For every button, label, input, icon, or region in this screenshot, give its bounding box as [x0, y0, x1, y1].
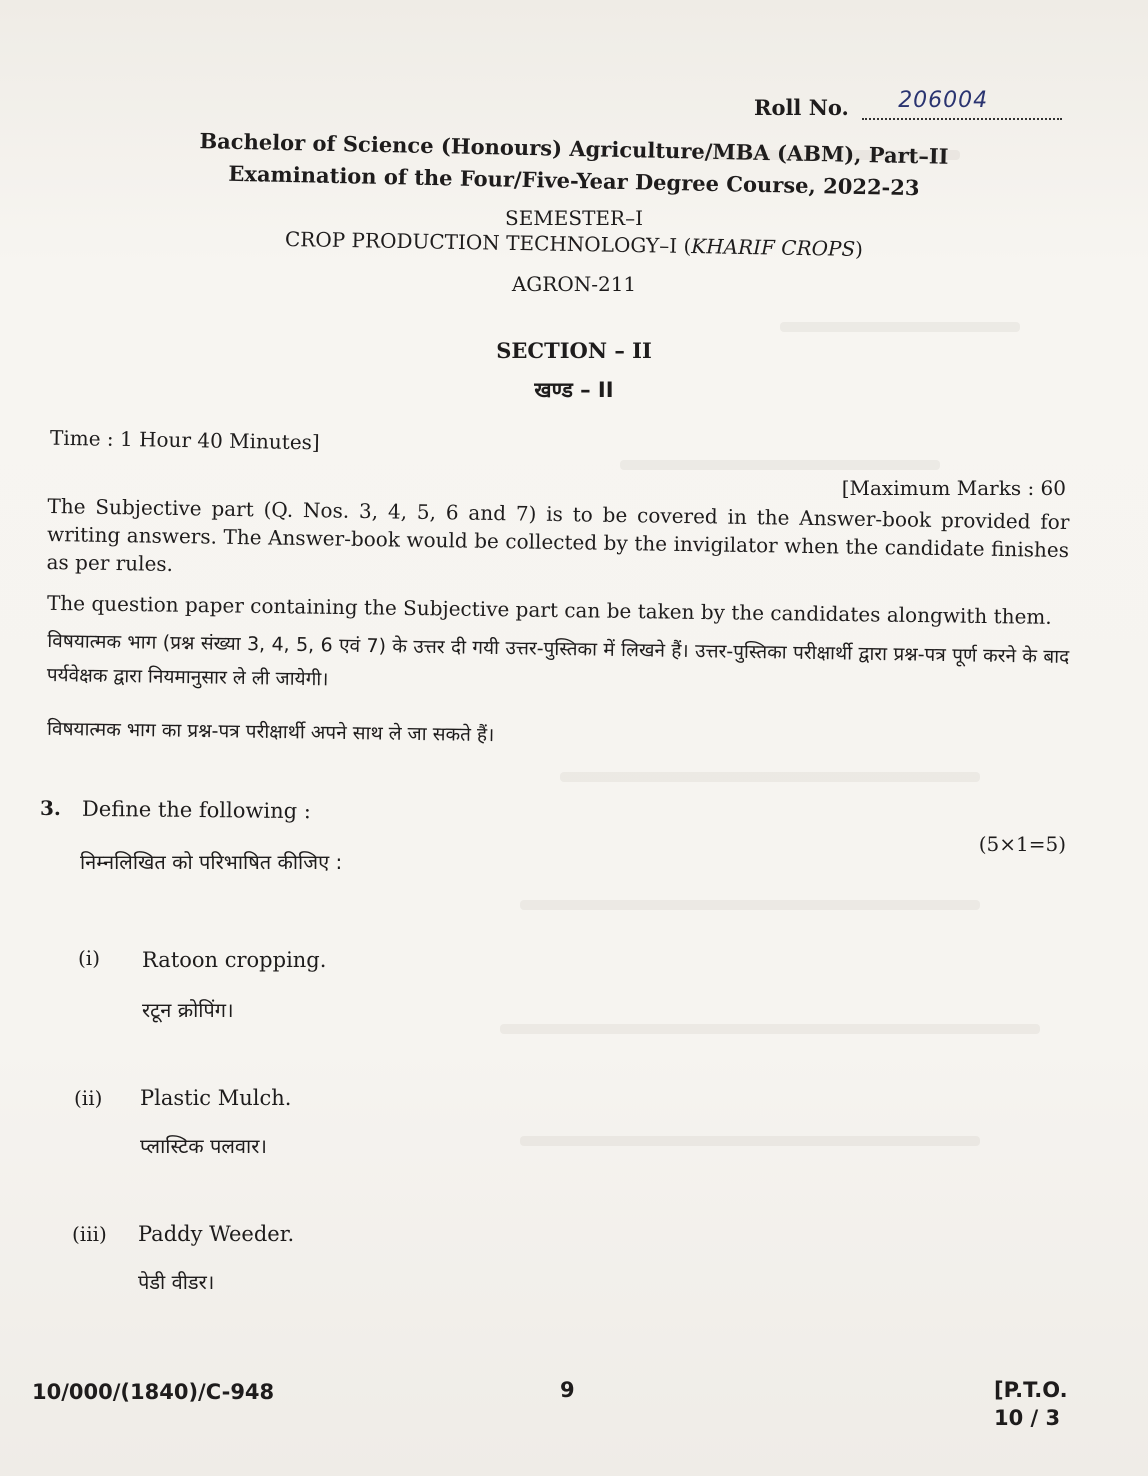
roll-value: 206004	[898, 88, 989, 113]
page-reference: 10 / 3	[994, 1406, 1061, 1430]
question-number: 3.	[40, 796, 61, 820]
question-text: Define the following :	[81, 796, 311, 824]
bleed-through-mark	[780, 322, 1020, 332]
degree-title: Bachelor of Science (Honours) Agriculture/MBA (ABM), Part–II	[199, 128, 949, 169]
roll-field	[862, 88, 1062, 120]
please-turn-over: [P.T.O.	[994, 1378, 1068, 1402]
bleed-through-mark	[520, 1136, 980, 1146]
exam-title: Examination of the Four/Five-Year Degree Course, 2022-23	[228, 160, 920, 201]
course-title: CROP PRODUCTION TECHNOLOGY–I (KHARIF CROPS)	[284, 226, 864, 262]
item-text-hindi: रटून क्रोपिंग।	[142, 998, 234, 1022]
paper-code: 10/000/(1840)/C-948	[32, 1380, 275, 1404]
question-marks: (5×1=5)	[978, 832, 1066, 856]
item-number: (iii)	[72, 1222, 107, 1246]
page-number: 9	[560, 1378, 575, 1402]
bleed-through-mark	[500, 1024, 1040, 1034]
instruction-en-1: The Subjective part (Q. Nos. 3, 4, 5, 6 and 7) is to be covered in the Answer-book provided for writing answers. The Answer-book would be collected by the invigilator when the candidate finishes as per rules.	[46, 493, 1070, 576]
bleed-through-mark	[520, 900, 980, 910]
roll-number	[754, 88, 1062, 120]
instruction-hi-1: विषयात्मक भाग (प्रश्न संख्या 3, 4, 5, 6 एवं 7) के उत्तर दी गयी उत्तर-पुस्तिका में लिखने हैं। उत्तर-पुस्तिका परीक्षार्थी द्वारा प्रश्न-पत्र पूर्ण करने के बाद पर्यवेक्षक द्वारा नियमानुसार ले ली जायेगी।	[46, 629, 1070, 691]
item-text: Paddy Weeder.	[138, 1222, 295, 1246]
section-title: SECTION – II	[496, 338, 652, 363]
question-text-hindi: निम्नलिखित को परिभाषित कीजिए :	[80, 850, 343, 874]
section-title-hindi: खण्ड – II	[534, 378, 614, 402]
item-text-hindi: प्लास्टिक पलवार।	[140, 1134, 267, 1158]
course-italic: KHARIF CROPS	[691, 234, 856, 261]
instruction-en-2: The question paper containing the Subjective part can be taken by the candidates alongwith them.	[46, 590, 1052, 629]
instruction-hi-2: विषयात्मक भाग का प्रश्न-पत्र परीक्षार्थी अपने साथ ले जा सकते हैं।	[46, 717, 495, 747]
item-number: (ii)	[74, 1086, 103, 1110]
item-text: Ratoon cropping.	[142, 948, 327, 972]
course-code: AGRON-211	[511, 272, 637, 296]
item-number: (i)	[78, 946, 101, 970]
bleed-through-mark	[620, 460, 940, 470]
bleed-through-mark	[560, 772, 980, 782]
item-text: Plastic Mulch.	[140, 1086, 292, 1110]
roll-label: Roll No.	[754, 95, 849, 120]
item-text-hindi: पेडी वीडर।	[138, 1270, 215, 1294]
time-allowed: Time : 1 Hour 40 Minutes]	[49, 425, 320, 455]
maximum-marks: [Maximum Marks : 60	[841, 476, 1066, 500]
semester: SEMESTER–I	[505, 206, 643, 230]
